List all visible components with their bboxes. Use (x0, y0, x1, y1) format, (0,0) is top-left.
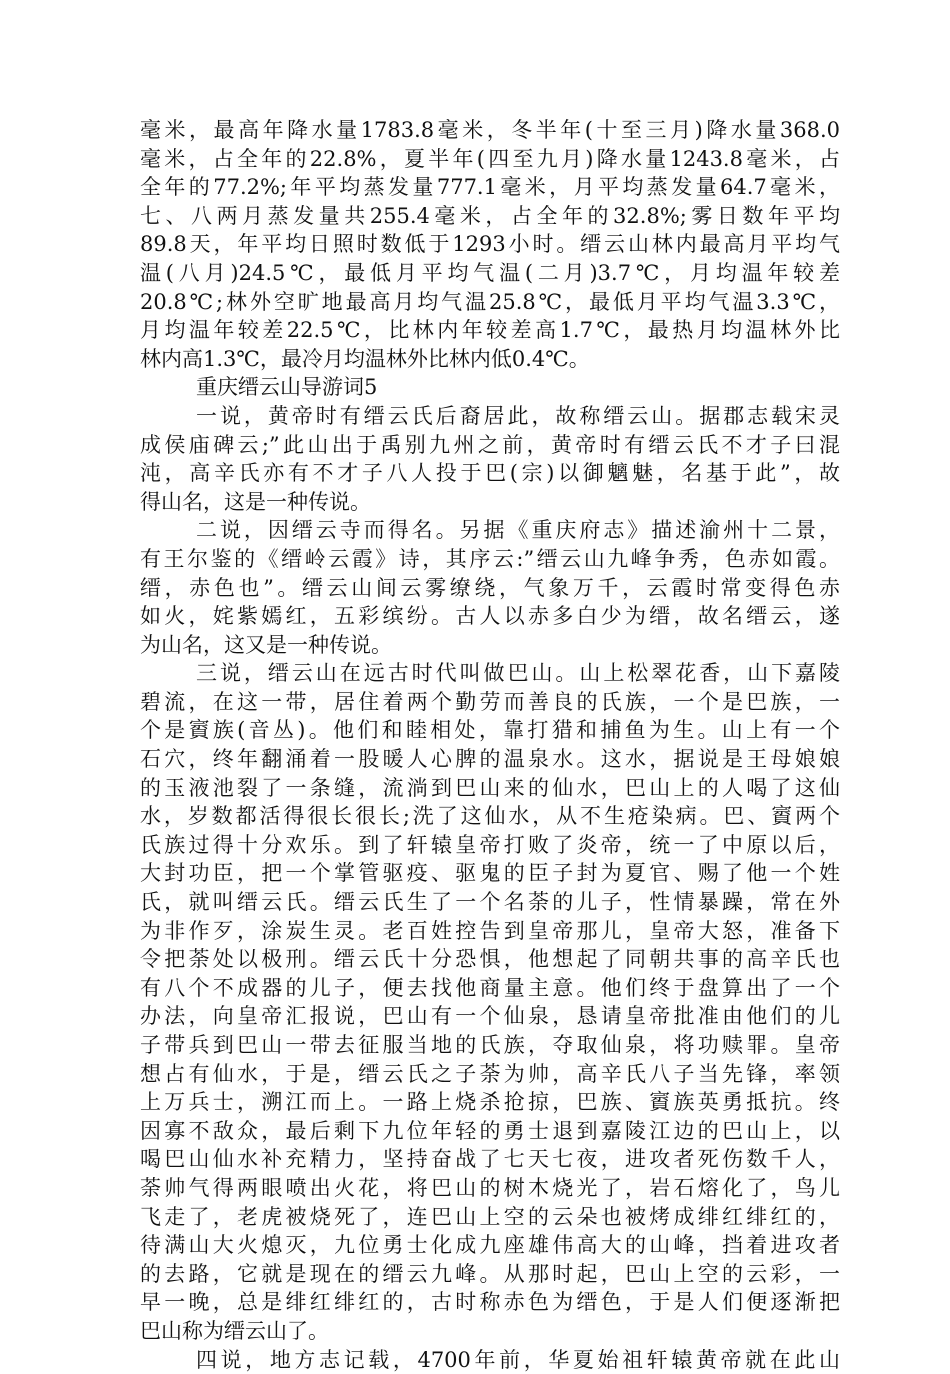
text-line: 有王尔鉴的《缙岭云霞》诗，其序云:”缙云山九峰争秀，色赤如霞。 (140, 546, 840, 571)
text-line: 令把荼处以极刑。缙云氏十分恐惧，他想起了同朝共事的高辛氏也 (140, 947, 840, 972)
document-text-block (140, 116, 840, 1374)
text-line: 个是賨族(音丛)。他们和睦相处，靠打猎和捕鱼为生。山上有一个 (140, 718, 840, 743)
text-line: 石穴，终年翻涌着一股暖人心脾的温泉水。这水，据说是王母娘娘 (140, 747, 840, 772)
text-line: 水，岁数都活得很长很长;洗了这仙水，从不生疮染病。巴、賨两个 (140, 804, 840, 829)
text-line: 温(八月)24.5℃，最低月平均气温(二月)3.7℃，月均温年较差 (140, 260, 840, 285)
text-line: 缙，赤色也”。缙云山间云雾缭绕，气象万千，云霞时常变得色赤 (140, 575, 840, 600)
text-line: 四说，地方志记载，4700年前，华夏始祖轩辕黄帝就在此山 (196, 1347, 840, 1372)
text-line: 二说，因缙云寺而得名。另据《重庆府志》描述渝州十二景， (196, 518, 840, 543)
section-heading: 重庆缙云山导游词5 (196, 375, 378, 400)
text-line: 如火，姹紫嫣红，五彩缤纷。古人以赤多白少为缙，故名缙云，遂 (140, 604, 840, 629)
text-line: 上万兵士，溯江而上。一路上烧杀抢掠，巴族、賨族英勇抵抗。终 (140, 1090, 840, 1115)
text-line: 一说，黄帝时有缙云氏后裔居此，故称缙云山。据郡志载宋灵 (196, 403, 840, 428)
text-line: 碧流，在这一带，居住着两个勤劳而善良的氏族，一个是巴族，一 (140, 689, 840, 714)
text-line: 林内高1.3℃，最冷月均温林外比林内低0.4℃。 (140, 346, 590, 371)
text-line: 沌，高辛氏亦有不才子八人投于巴(宗)以御魑魅，名基于此”，故 (140, 461, 840, 486)
text-line: 氏，就叫缙云氏。缙云氏生了一个名荼的儿子，性情暴躁，常在外 (140, 890, 840, 915)
text-line: 为非作歹，涂炭生灵。老百姓控告到皇帝那儿，皇帝大怒，准备下 (140, 918, 840, 943)
text-line: 全年的77.2%;年平均蒸发量777.1毫米，月平均蒸发量64.7毫米， (140, 175, 840, 200)
text-line: 月均温年较差22.5℃，比林内年较差高1.7℃，最热月均温林外比 (140, 318, 840, 343)
text-line: 七、八两月蒸发量共255.4毫米，占全年的32.8%;雾日数年平均 (140, 203, 840, 228)
text-line: 早一晚，总是绯红绯红的，古时称赤色为缙色，于是人们便逐渐把 (140, 1290, 840, 1315)
text-line: 想占有仙水，于是，缙云氏之子荼为帅，高辛氏八子当先锋，率领 (140, 1061, 840, 1086)
text-line: 巴山称为缙云山了。 (140, 1318, 329, 1343)
text-line: 为山名，这又是一种传说。 (140, 632, 392, 657)
text-line: 的去路，它就是现在的缙云九峰。从那时起，巴山上空的云彩，一 (140, 1261, 840, 1286)
text-line: 的玉液池裂了一条缝，流淌到巴山来的仙水，巴山上的人喝了这仙 (140, 775, 840, 800)
text-line: 有八个不成器的儿子，便去找他商量主意。他们终于盘算出了一个 (140, 975, 840, 1000)
text-line: 三说，缙云山在远古时代叫做巴山。山上松翠花香，山下嘉陵 (196, 661, 840, 686)
text-line: 因寡不敌众，最后剩下九位年轻的勇士退到嘉陵江边的巴山上，以 (140, 1118, 840, 1143)
text-line: 办法，向皇帝汇报说，巴山有一个仙泉，恳请皇帝批准由他们的儿 (140, 1004, 840, 1029)
text-line: 氏族过得十分欢乐。到了轩辕皇帝打败了炎帝，统一了中原以后， (140, 832, 840, 857)
text-line: 20.8℃;林外空旷地最高月均气温25.8℃，最低月平均气温3.3℃， (140, 289, 840, 314)
text-line: 89.8天，年平均日照时数低于1293小时。缙云山林内最高月平均气 (140, 232, 840, 257)
text-line: 得山名，这是一种传说。 (140, 489, 371, 514)
text-line: 喝巴山仙水补充精力，坚持奋战了七天七夜，进攻者死伤数千人， (140, 1147, 840, 1172)
text-line: 荼帅气得两眼喷出火花，将巴山的树木烧光了，岩石熔化了，鸟儿 (140, 1175, 840, 1200)
text-line: 子带兵到巴山一带去征服当地的氏族，夺取仙泉，将功赎罪。皇帝 (140, 1033, 840, 1057)
text-line: 毫米，最高年降水量1783.8毫米，冬半年(十至三月)降水量368.0 (140, 118, 840, 142)
text-line: 大封功臣，把一个掌管驱疫、驱鬼的臣子封为夏官、赐了他一个姓 (140, 861, 840, 886)
text-line: 待满山大火熄灭，九位勇士化成九座雄伟高大的山峰，挡着进攻者 (140, 1233, 840, 1258)
text-line: 成侯庙碑云;”此山出于禹别九州之前，黄帝时有缙云氏不才子曰混 (140, 432, 840, 457)
text-line: 毫米，占全年的22.8%，夏半年(四至九月)降水量1243.8毫米，占 (140, 146, 840, 171)
text-line: 飞走了，老虎被烧死了，连巴山上空的云朵也被烤成绯红绯红的， (140, 1204, 840, 1229)
